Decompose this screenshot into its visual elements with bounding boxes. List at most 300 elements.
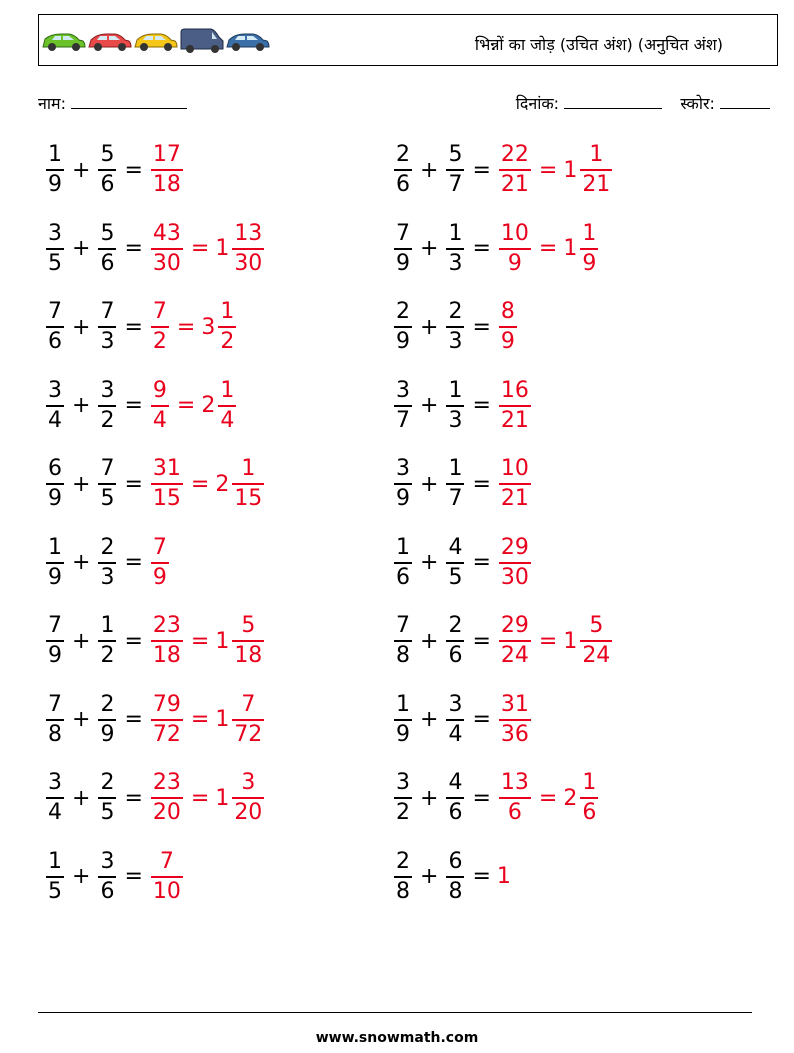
mixed-whole: 1	[215, 236, 230, 261]
addend-fraction	[446, 301, 464, 353]
addend-fraction	[394, 848, 412, 904]
numerator: 1	[582, 770, 597, 795]
fraction-bar	[394, 405, 412, 407]
yellow-taxi-icon	[135, 34, 177, 51]
addend-fraction	[46, 691, 64, 747]
fraction-bar	[499, 483, 531, 485]
numerator: 1	[589, 142, 604, 167]
fraction-bar	[499, 248, 531, 250]
mixed-whole: 2	[215, 471, 230, 497]
answer-fraction	[151, 458, 183, 510]
denominator: 7	[448, 172, 463, 197]
addend-fraction	[46, 848, 64, 904]
numerator: 2	[396, 142, 410, 167]
fraction-bar	[232, 797, 264, 799]
fraction-bar	[46, 169, 64, 171]
addend-fraction	[98, 377, 116, 433]
problem	[44, 772, 266, 824]
fraction-bar	[499, 562, 531, 564]
fraction-bar	[46, 248, 64, 250]
denominator: 6	[448, 800, 463, 825]
date-label: दिनांक:	[515, 94, 560, 113]
numerator: 3	[48, 220, 62, 246]
problem	[44, 458, 266, 510]
numerator: 43	[152, 220, 181, 246]
equals-sign: =	[472, 157, 491, 183]
answer-fraction	[499, 144, 531, 196]
addend-fraction	[394, 615, 412, 667]
denominator: 6	[100, 878, 115, 904]
equals-sign: =	[176, 393, 196, 418]
numerator: 1	[241, 456, 256, 481]
numerator: 2	[100, 770, 115, 795]
numerator: 1	[220, 377, 235, 403]
answer-fraction	[499, 458, 531, 510]
plus-sign: +	[72, 393, 91, 418]
denominator: 30	[152, 250, 181, 276]
plus-sign: +	[420, 471, 439, 497]
equals-sign: =	[124, 236, 143, 261]
plus-sign: +	[72, 471, 91, 497]
score-blank[interactable]	[720, 94, 770, 109]
numerator: 3	[396, 456, 410, 481]
numerator: 1	[448, 456, 463, 481]
fraction-bar	[580, 797, 598, 799]
equals-sign: =	[190, 785, 210, 811]
numerator: 29	[500, 613, 529, 638]
fraction-bar	[580, 248, 598, 250]
answer-fraction	[499, 615, 531, 667]
name-field	[38, 92, 187, 114]
score-label: स्कोर:	[680, 94, 715, 113]
fraction-bar	[151, 169, 183, 171]
denominator: 18	[234, 643, 263, 668]
denominator: 6	[448, 643, 463, 668]
problem	[392, 458, 533, 510]
problem	[44, 220, 266, 276]
numerator: 2	[100, 534, 115, 560]
problem	[392, 220, 600, 276]
answer-fraction	[499, 301, 517, 353]
answer-fraction	[151, 301, 169, 353]
numerator: 1	[448, 220, 463, 246]
numerator: 2	[448, 299, 463, 324]
denominator: 15	[152, 486, 181, 511]
numerator: 2	[448, 613, 463, 638]
denominator: 3	[100, 329, 115, 354]
fraction-bar	[98, 326, 116, 328]
answer-fraction	[151, 220, 183, 276]
answer	[497, 615, 614, 667]
mixed-whole: 1	[563, 157, 578, 183]
numerator: 7	[152, 534, 167, 560]
fraction-bar	[151, 248, 183, 250]
denominator: 6	[396, 172, 410, 197]
denominator: 3	[100, 564, 115, 590]
problem	[44, 301, 238, 353]
mixed-fraction	[232, 691, 264, 747]
fraction-bar	[232, 640, 264, 642]
fraction-bar	[499, 797, 531, 799]
numerator: 7	[241, 691, 256, 717]
fraction-bar	[46, 640, 64, 642]
answer-fraction	[151, 377, 169, 433]
answer	[497, 691, 533, 747]
fraction-bar	[46, 326, 64, 328]
answer-whole: 1	[496, 864, 511, 889]
numerator: 23	[152, 613, 181, 638]
answer-fraction	[499, 534, 531, 590]
problem	[44, 144, 185, 196]
problem	[392, 377, 533, 433]
addend-fraction	[46, 534, 64, 590]
denominator: 9	[396, 329, 410, 354]
denominator: 30	[500, 564, 529, 590]
numerator: 79	[152, 691, 181, 717]
denominator: 9	[500, 329, 515, 354]
equals-sign: =	[472, 785, 491, 811]
plus-sign: +	[72, 236, 91, 261]
addend-fraction	[46, 377, 64, 433]
fraction-bar	[98, 719, 116, 721]
answer	[497, 458, 533, 510]
mixed-fraction	[232, 458, 264, 510]
fraction-bar	[151, 483, 183, 485]
problem	[44, 377, 238, 433]
fraction-bar	[151, 562, 169, 564]
denominator: 9	[100, 721, 115, 747]
name-blank[interactable]	[71, 94, 187, 109]
car-icons	[41, 27, 271, 53]
addend-fraction	[394, 458, 412, 510]
denominator: 8	[48, 721, 62, 747]
addend-fraction	[46, 220, 64, 276]
problem	[44, 848, 185, 904]
equals-sign: =	[124, 628, 143, 654]
denominator: 8	[396, 643, 410, 668]
addend-fraction	[98, 615, 116, 667]
denominator: 4	[152, 407, 167, 433]
numerator: 16	[500, 377, 529, 403]
answer	[497, 144, 614, 196]
mixed-fraction	[580, 772, 598, 824]
equals-sign: =	[124, 314, 143, 340]
fraction-bar	[218, 405, 236, 407]
denominator: 6	[582, 800, 597, 825]
numerator: 10	[500, 456, 529, 481]
addend-fraction	[46, 458, 64, 510]
numerator: 1	[396, 534, 410, 560]
addend-fraction	[446, 534, 464, 590]
numerator: 23	[152, 770, 181, 795]
denominator: 6	[48, 329, 62, 354]
numerator: 7	[396, 613, 410, 638]
footer-website: www.snowmath.com	[315, 1030, 479, 1046]
answer	[149, 534, 171, 590]
numerator: 5	[241, 613, 256, 638]
numerator: 1	[220, 299, 235, 324]
addend-fraction	[46, 615, 64, 667]
equals-sign: =	[190, 471, 210, 497]
denominator: 4	[48, 800, 62, 825]
numerator: 5	[100, 142, 115, 167]
mixed-whole: 1	[563, 628, 578, 654]
mixed-whole: 1	[215, 628, 230, 654]
header-box	[38, 14, 778, 66]
plus-sign: +	[420, 785, 439, 811]
equals-sign: =	[176, 314, 196, 340]
fraction-bar	[98, 405, 116, 407]
equals-sign: =	[124, 707, 143, 732]
addend-fraction	[394, 144, 412, 196]
plus-sign: +	[420, 157, 439, 183]
fraction-bar	[394, 248, 412, 250]
numerator: 22	[500, 142, 529, 167]
numerator: 2	[396, 848, 410, 874]
numerator: 4	[448, 534, 463, 560]
addend-fraction	[98, 301, 116, 353]
denominator: 9	[48, 643, 62, 668]
mixed-whole: 3	[201, 314, 216, 340]
numerator: 1	[48, 534, 62, 560]
numerator: 3	[48, 377, 62, 403]
worksheet-title: भिन्नों का जोड़ (उचित अंश) (अनुचित अंश)	[474, 35, 723, 54]
numerator: 3	[396, 377, 410, 403]
denominator: 6	[396, 564, 410, 590]
denominator: 20	[234, 800, 263, 825]
addend-fraction	[446, 377, 464, 433]
problem	[44, 615, 266, 667]
plus-sign: +	[420, 864, 439, 889]
denominator: 6	[100, 172, 115, 197]
answer-fraction	[499, 691, 531, 747]
equals-sign: =	[124, 864, 143, 889]
problem	[392, 144, 614, 196]
denominator: 15	[234, 486, 263, 511]
fraction-bar	[232, 248, 264, 250]
fraction-bar	[151, 640, 183, 642]
mixed-whole: 2	[563, 785, 578, 811]
denominator: 9	[396, 486, 410, 511]
equals-sign: =	[124, 157, 143, 183]
answer	[149, 301, 238, 353]
fraction-bar	[499, 640, 531, 642]
addend-fraction	[98, 772, 116, 824]
equals-sign: =	[124, 393, 143, 418]
fraction-bar	[394, 562, 412, 564]
numerator: 31	[500, 691, 529, 717]
addend-fraction	[98, 691, 116, 747]
date-blank[interactable]	[564, 94, 662, 109]
fraction-bar	[151, 405, 169, 407]
mixed-fraction	[580, 144, 612, 196]
fraction-bar	[151, 797, 183, 799]
addend-fraction	[394, 377, 412, 433]
numerator: 5	[448, 142, 463, 167]
mixed-whole: 1	[215, 785, 230, 811]
blue-car-icon	[227, 34, 269, 51]
equals-sign: =	[472, 314, 491, 340]
numerator: 13	[234, 220, 263, 246]
denominator: 5	[448, 564, 463, 590]
equals-sign: =	[190, 707, 210, 732]
fraction-bar	[394, 640, 412, 642]
fraction-bar	[394, 797, 412, 799]
fraction-bar	[394, 326, 412, 328]
problem	[392, 691, 533, 747]
plus-sign: +	[420, 314, 439, 340]
denominator: 9	[507, 250, 522, 276]
plus-sign: +	[72, 864, 91, 889]
mixed-fraction	[218, 301, 236, 353]
fraction-bar	[580, 169, 612, 171]
numerator: 13	[500, 770, 529, 795]
fraction-bar	[98, 562, 116, 564]
numerator: 7	[152, 299, 167, 324]
addend-fraction	[446, 772, 464, 824]
fraction-bar	[394, 719, 412, 721]
name-label: नाम:	[38, 94, 66, 113]
numerator: 7	[100, 456, 115, 481]
problem	[392, 534, 533, 590]
mixed-fraction	[580, 615, 612, 667]
plus-sign: +	[72, 550, 91, 575]
numerator: 9	[152, 377, 167, 403]
answer-fraction	[151, 144, 183, 196]
denominator: 2	[152, 329, 167, 354]
denominator: 9	[582, 250, 597, 276]
fraction-bar	[46, 562, 64, 564]
numerator: 3	[396, 770, 410, 795]
denominator: 21	[500, 407, 529, 433]
denominator: 4	[220, 407, 235, 433]
mixed-fraction	[232, 220, 264, 276]
numerator: 4	[448, 770, 463, 795]
fraction-bar	[98, 640, 116, 642]
answer	[149, 377, 238, 433]
addend-fraction	[394, 534, 412, 590]
mixed-fraction	[580, 220, 598, 276]
numerator: 1	[48, 848, 62, 874]
answer	[149, 615, 266, 667]
answer	[149, 220, 266, 276]
denominator: 9	[396, 250, 410, 276]
equals-sign: =	[538, 236, 558, 261]
fraction-bar	[446, 640, 464, 642]
addend-fraction	[98, 144, 116, 196]
denominator: 30	[234, 250, 263, 276]
problem	[392, 301, 519, 353]
fraction-bar	[499, 719, 531, 721]
denominator: 72	[152, 721, 181, 747]
mixed-whole: 2	[201, 393, 216, 418]
equals-sign: =	[190, 236, 210, 261]
denominator: 24	[500, 643, 529, 668]
plus-sign: +	[420, 236, 439, 261]
denominator: 5	[100, 800, 115, 825]
answer-fraction	[499, 772, 531, 824]
answer	[149, 848, 185, 904]
denominator: 3	[448, 250, 463, 276]
numerator: 1	[396, 691, 410, 717]
denominator: 6	[100, 250, 115, 276]
numerator: 5	[589, 613, 604, 638]
numerator: 3	[448, 691, 463, 717]
addend-fraction	[446, 691, 464, 747]
fraction-bar	[98, 483, 116, 485]
plus-sign: +	[72, 157, 91, 183]
fraction-bar	[446, 876, 464, 878]
numerator: 2	[100, 691, 115, 717]
denominator: 9	[48, 564, 62, 590]
fraction-bar	[446, 326, 464, 328]
numerator: 3	[100, 848, 115, 874]
numerator: 1	[100, 613, 115, 638]
problem	[392, 772, 600, 824]
denominator: 4	[48, 407, 62, 433]
addend-fraction	[46, 144, 64, 196]
denominator: 3	[448, 329, 463, 354]
denominator: 2	[396, 800, 410, 825]
fraction-bar	[499, 169, 531, 171]
answer	[149, 144, 185, 196]
addend-fraction	[394, 220, 412, 276]
numerator: 1	[48, 142, 62, 167]
answer	[497, 301, 519, 353]
addend-fraction	[446, 848, 464, 904]
denominator: 9	[152, 564, 167, 590]
plus-sign: +	[420, 393, 439, 418]
numerator: 7	[48, 613, 62, 638]
footer-divider	[38, 1012, 752, 1013]
fraction-bar	[446, 562, 464, 564]
denominator: 72	[234, 721, 263, 747]
fraction-bar	[446, 248, 464, 250]
numerator: 17	[152, 142, 181, 167]
fraction-bar	[232, 719, 264, 721]
addend-fraction	[98, 534, 116, 590]
equals-sign: =	[538, 785, 558, 811]
denominator: 2	[220, 329, 235, 354]
addend-fraction	[394, 772, 412, 824]
answer	[497, 220, 600, 276]
numerator: 3	[100, 377, 115, 403]
date-score-field	[516, 92, 770, 114]
denominator: 8	[448, 878, 463, 904]
answer-fraction	[151, 848, 183, 904]
numerator: 7	[100, 299, 115, 324]
equals-sign: =	[124, 785, 143, 811]
fraction-bar	[98, 248, 116, 250]
answer	[497, 864, 512, 889]
denominator: 21	[582, 172, 611, 197]
addend-fraction	[46, 301, 64, 353]
answer-fraction	[151, 691, 183, 747]
equals-sign: =	[538, 628, 558, 654]
plus-sign: +	[420, 707, 439, 732]
numerator: 5	[100, 220, 115, 246]
denominator: 5	[100, 486, 115, 511]
fraction-bar	[46, 876, 64, 878]
answer	[497, 534, 533, 590]
denominator: 7	[448, 486, 463, 511]
denominator: 24	[582, 643, 611, 668]
numerator: 3	[48, 770, 62, 795]
answer-fraction	[499, 220, 531, 276]
equals-sign: =	[472, 628, 491, 654]
addend-fraction	[446, 458, 464, 510]
mixed-fraction	[232, 615, 264, 667]
